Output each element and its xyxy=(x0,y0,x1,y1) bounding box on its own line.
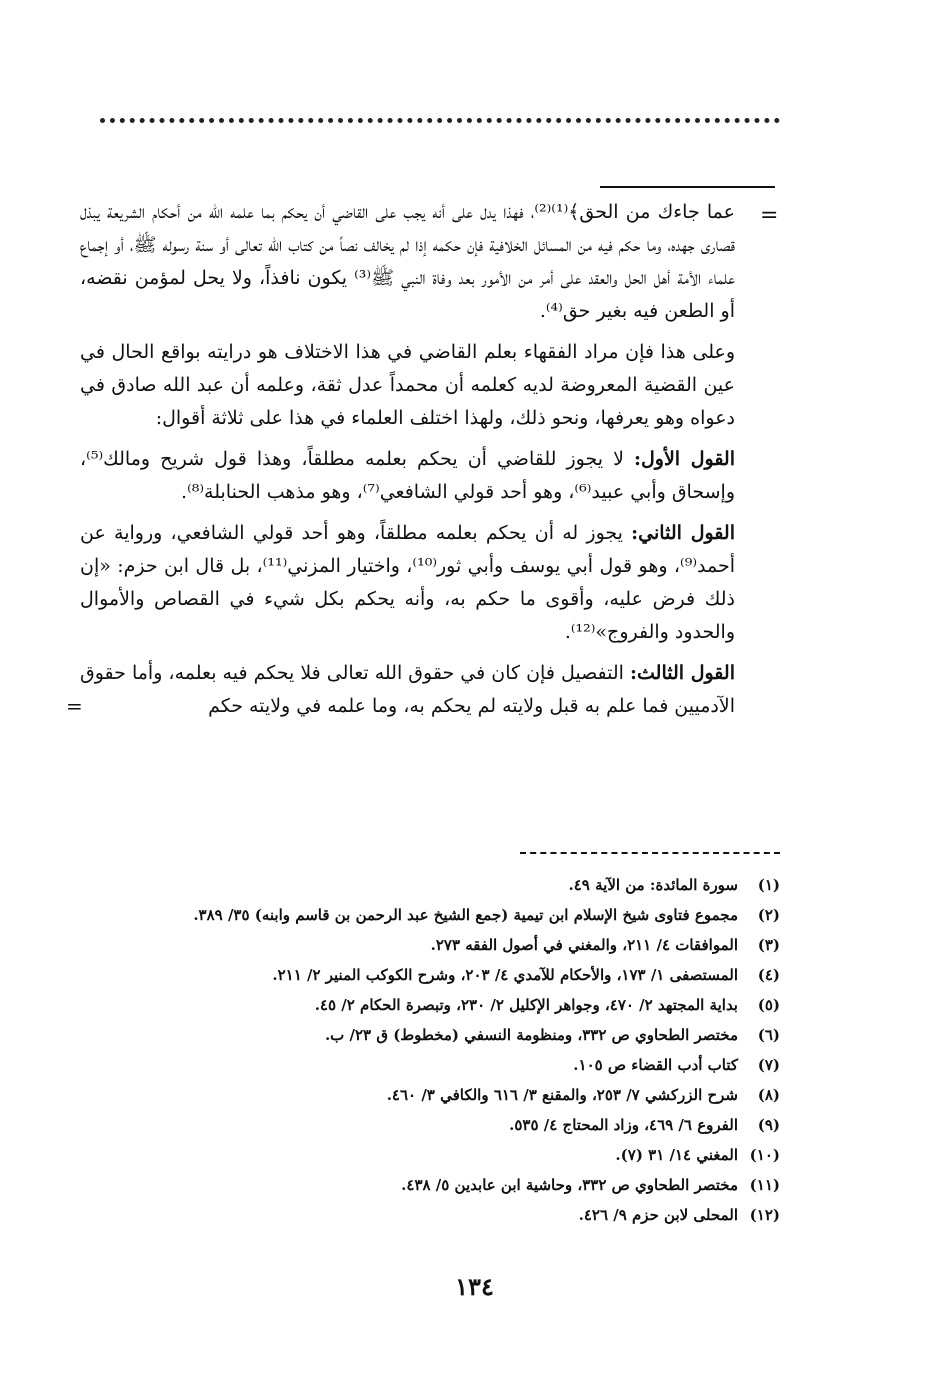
top-rule xyxy=(600,186,775,188)
paragraph-second-opinion xyxy=(80,517,735,649)
footnote xyxy=(80,960,780,990)
footnote-text: سورة المائدة: من الآية ٤٩. xyxy=(568,876,738,894)
footnote-number: (٨) xyxy=(757,1086,780,1104)
footnote-number: (٦) xyxy=(757,1026,780,1044)
footnote-number: (٧) xyxy=(757,1056,780,1074)
dotted-separator xyxy=(100,118,780,123)
opinion-heading: القول الأول: xyxy=(633,448,736,470)
footnote xyxy=(80,930,780,960)
footnote-text: المغني ١٤/ ٣١ (٧). xyxy=(615,1146,738,1164)
footnote-text: مختصر الطحاوي ص ٣٣٢، ومنظومة النسفي (مخطوط) ق ٢٣/ ب. xyxy=(324,1026,738,1044)
footnote xyxy=(80,1080,780,1110)
opinion-heading: القول الثالث: xyxy=(630,662,735,684)
opinion-heading: القول الثاني: xyxy=(631,522,735,544)
footnote xyxy=(80,1170,780,1200)
footnote-number: (٥) xyxy=(757,996,780,1014)
footnote-text: مختصر الطحاوي ص ٣٣٢، وحاشية ابن عابدين ٥/ ٤٣٨. xyxy=(401,1176,738,1194)
footnote xyxy=(80,1140,780,1170)
paragraph-text: يجوز له أن يحكم بعلمه مطلقاً، وهو أحد قولي الشافعي، ورواية عن أحمد⁽⁹⁾، وهو قول أبي يوسف وأبي ثور⁽¹⁰⁾، واختيار المزني⁽¹¹⁾، بل قال ابن حزم: «إن ذلك فرض عليه، وأقوى ما حكم به، وأنه يحكم بكل شيء في القصاص والأموال والحدود والفروج»⁽¹²⁾. xyxy=(80,522,735,643)
end-continuation-mark: = xyxy=(66,694,83,718)
footnote-number: (٤) xyxy=(757,966,780,984)
main-text xyxy=(66,196,736,731)
footnote-number: (١) xyxy=(757,876,780,894)
footnote-text: كتاب أدب القضاء ص ١٠٥. xyxy=(573,1056,738,1074)
footnote xyxy=(80,1200,780,1230)
footnote-separator xyxy=(520,852,780,854)
paragraph-text: عما جاءك من الحق﴾⁽¹⁾⁽²⁾، فهذا يدل على أنه يجب على القاضي أن يحكم بما علمه الله من أحكام الشريعة يبذل قصارى جهده، وما حكم فيه من المسائل الخلافية فإن حكمه إذا لم يخالف نصاً من كتاب الله تعالى أو سنة رسوله ﷺ، أو إجماع علماء الأمة أهل الحل والعقد على أمر من الأمور بعد وفاة النبي ﷺ⁽³⁾ يكون نافذاً، ولا يحل لمؤمن نقضه، أو الطعن فيه بغير حق⁽⁴⁾. xyxy=(80,201,735,322)
footnote-number: (١٢) xyxy=(749,1206,780,1224)
footnote xyxy=(80,870,780,900)
footnote-text: المستصفى ١/ ١٧٣، والأحكام للآمدي ٤/ ٢٠٣، وشرح الكوكب المنير ٢/ ٢١١. xyxy=(272,966,738,984)
paragraph-text: التفصيل فإن كان في حقوق الله تعالى فلا يحكم فيه بعلمه، وأما حقوق الآدميين فما علم به قبل ولايته لم يحكم به، وما علمه في ولايته حكم xyxy=(80,662,735,717)
page-number: ١٣٤ xyxy=(455,1272,494,1301)
paragraph-text: وعلى هذا فإن مراد الفقهاء بعلم القاضي في هذا الاختلاف هو درايته بواقع الحال في عين القضية المعروضة لديه كعلمه أن محمداً عدل ثقة، وعلمه أن عبد الله صادق في دعواه وهو يعرفها، ونحو ذلك، ولهذا اختلف العلماء في هذا على ثلاثة أقوال: xyxy=(80,341,735,429)
continuation-mark: = xyxy=(760,203,779,228)
footnote-number: (١١) xyxy=(749,1176,780,1194)
footnote-number: (٣) xyxy=(757,936,780,954)
footnote-text: شرح الزركشي ٧/ ٢٥٣، والمقنع ٣/ ٦١٦ والكافي ٣/ ٤٦٠. xyxy=(386,1086,738,1104)
footnote xyxy=(80,900,780,930)
paragraph-text: لا يجوز للقاضي أن يحكم بعلمه مطلقاً، وهذا قول شريح ومالك⁽⁵⁾، وإسحاق وأبي عبيد⁽⁶⁾، وهو أحد قولي الشافعي⁽⁷⁾، وهو مذهب الحنابلة⁽⁸⁾. xyxy=(80,448,735,503)
footnote xyxy=(80,1050,780,1080)
paragraph-2 xyxy=(80,336,735,435)
footnote-number: (٩) xyxy=(757,1116,780,1134)
footnote-text: بداية المجتهد ٢/ ٤٧٠، وجواهر الإكليل ٢/ ٢٣٠، وتبصرة الحكام ٢/ ٤٥. xyxy=(314,996,738,1014)
footnote-text: الموافقات ٤/ ٢١١، والمغني في أصول الفقه ٢٧٣. xyxy=(430,936,738,954)
footnote xyxy=(80,1110,780,1140)
footnote xyxy=(80,1020,780,1050)
footnote xyxy=(80,990,780,1020)
footnote-text: المحلى لابن حزم ٩/ ٤٢٦. xyxy=(578,1206,738,1224)
footnote-number: (٢) xyxy=(757,906,780,924)
footnote-text: مجموع فتاوى شيخ الإسلام ابن تيمية (جمع الشيخ عبد الرحمن بن قاسم وابنه) ٣٥/ ٣٨٩. xyxy=(193,906,738,924)
footnote-number: (١٠) xyxy=(749,1146,780,1164)
paragraph-first-opinion xyxy=(80,443,735,509)
paragraph-third-opinion xyxy=(66,657,735,723)
footnotes xyxy=(80,870,780,1230)
footnote-text: الفروع ٦/ ٤٦٩، وزاد المحتاج ٤/ ٥٣٥. xyxy=(509,1116,738,1134)
paragraph-1 xyxy=(80,196,735,328)
